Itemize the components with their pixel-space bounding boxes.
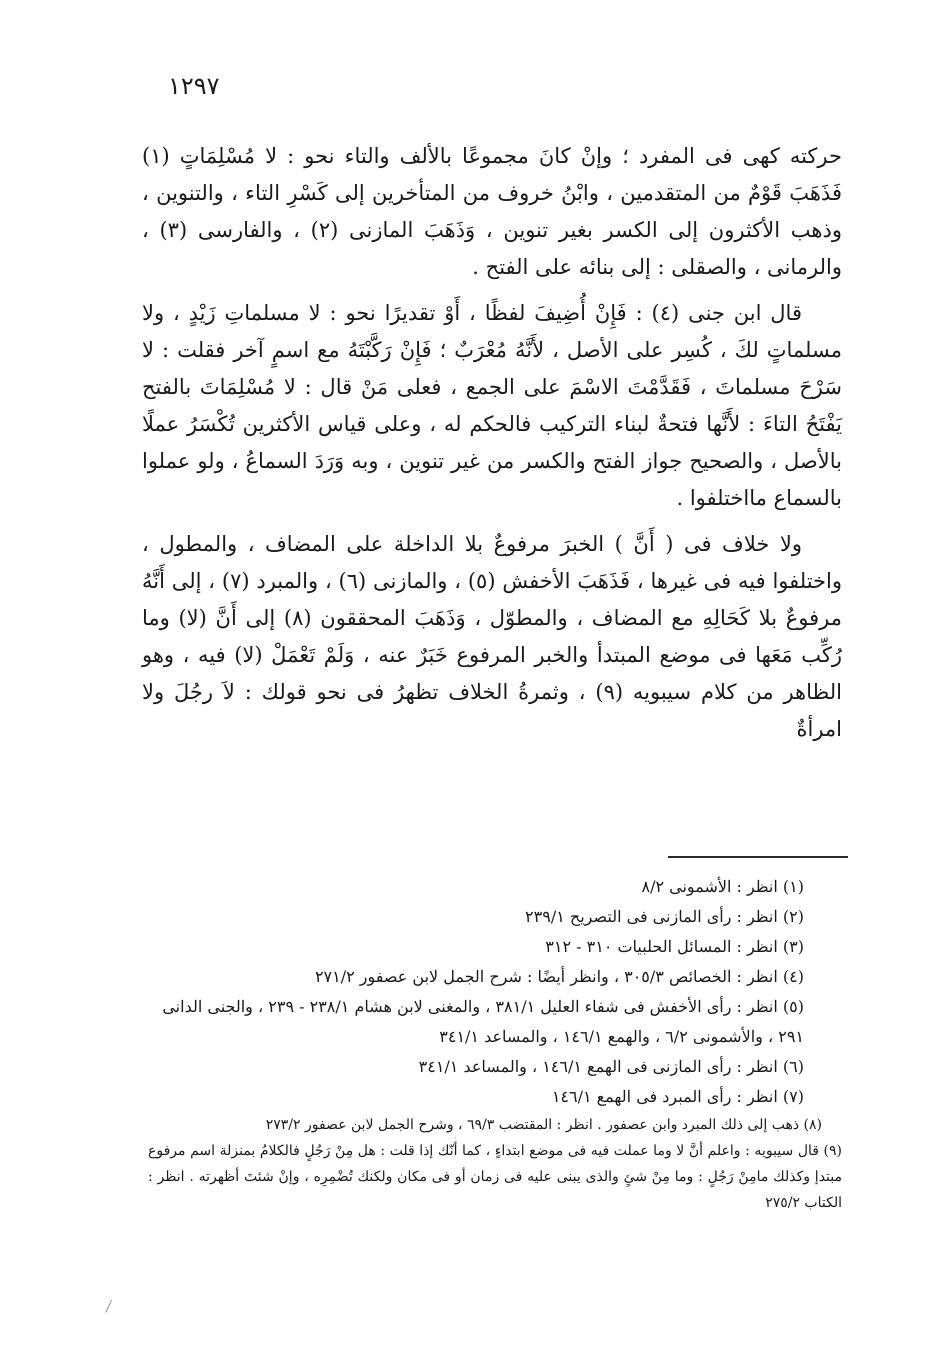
footnote-9: (٩) قال سيبويه : واعلم أنَّ لا وما عملت فيه فى موضع ابتداءٍ ، كما أنّك إذا قلت : هل مِنْ رَجُلٍ فالكلامُ بمنزلة اسم مرفوع مبتدإ وكذلك مامِنْ رَجُلٍ : وما مِنْ شئٍ والذى يبنى عليه فى زمان أو فى مكان ولكنك تُضْمِرِه ، وإنْ شئتَ أظهرته . انظر : الكتاب ٢٧٥/٢ [148,1143,842,1211]
page-number: ١٢٩٧ [168,72,220,100]
paragraph-2: قال ابن جنى (٤) : فَإِنْ أُضِيفَ لفظًا ، أَوْ تقديرًا نحو : لا مسلماتِ زَيْدٍ ، ولا مسلماتٍ لكَ ، كُسِر على الأصل ، لأَنَّهُ مُعْرَبٌ ؛ فَإِنْ رَكَّبْتَهُ مع اسمٍ آخر فقلت : لا سَرْحَ مسلماتَ ، فَقَدَّمْتَ الاسْمَ على الجمع ، فعلى مَنْ قال : لا مُسْلِمَاتَ بالفتح يَفْتَحُ التاءَ : لأَنَّها فتحةٌ لبناء التركيب فالحكم له ، وعلى قياس الأكثرين تُكْسَرُ عملًا بالأصل ، والصحيح جواز الفتح والكسر من غير تنوين ، وبه وَرَدَ السماعُ ، ولو عملوا بالسماع مااختلفوا . [142,301,842,510]
footnotes [148,872,842,1216]
footnote-5: (٥) انظر : رأى الأخفش فى شفاء العليل ٣٨١/١ ، والمغنى لابن هشام ٢٣٨/١ - ٢٣٩ ، والجنى الدانى ٢٩١ ، والأشمونى ٦/٢ ، والهمع ١٤٦/١ ، والمساعد ٣٤١/١ [162,997,804,1046]
main-text [142,138,842,757]
paragraph-1: حركته كهى فى المفرد ؛ وإنْ كانَ مجموعًا بالألف والتاء نحو : لا مُسْلِمَاتٍ (١) فَذَهَبَ قَوْمٌ من المتقدمين ، وابْنُ خروف من المتأخرين إلى كَسْرِ التاء ، والتنوين ، وذهب الأكثرون إلى الكسر بغير تنوين ، وَذَهَبَ المازنى (٢) ، والفارسى (٣) ، والرمانى ، والصقلى : إلى بنائه على الفتح . [142,144,842,279]
footnote-separator [668,856,848,858]
footnote-2: (٢) انظر : رأى المازنى فى التصريح ٢٣٩/١ [525,907,804,926]
footnote-7: (٧) انظر : رأى المبرد فى الهمع ١٤٦/١ [551,1087,804,1106]
footnote-6: (٦) انظر : رأى المازنى فى الهمع ١٤٦/١ ، والمساعد ٣٤١/١ [418,1057,804,1076]
footnote-1: (١) انظر : الأشمونى ٨/٢ [641,877,804,896]
footnote-8: (٨) ذهب إلى ذلك المبرد وابن عصفور . انظر : المقتضب ٦٩/٣ ، وشرح الجمل لابن عصفور ٢٧٣/٢ [265,1117,822,1133]
scan-mark [105,1300,115,1315]
footnote-3: (٣) انظر : المسائل الحلبيات ٣١٠ - ٣١٢ [545,937,804,956]
footnote-4: (٤) انظر : الخصائص ٣٠٥/٣ ، وانظر أيضًا : شرح الجمل لابن عصفور ٢٧١/٢ [314,967,804,986]
paragraph-3: ولا خلاف فى ( أَنَّ ) الخبرَ مرفوعٌ بلا الداخلة على المضاف ، والمطول ، واختلفوا فيه فى غيرها ، فَذَهَبَ الأخفش (٥) ، والمازنى (٦) ، والمبرد (٧) ، إلى أَنَّهُ مرفوعٌ بلا كَحَالِهِ مع المضاف ، والمطوّل ، وَذَهَبَ المحققون (٨) إلى أَنَّ (لا) وما رُكِّب مَعَها فى موضع المبتدأ والخبر المرفوع خَبَرٌ عنه ، وَلَمْ تَعْمَلْ (لا) فيه ، وهو الظاهر من كلام سيبويه (٩) ، وثمرةُ الخلاف تظهرُ فى نحو قولك : لاَ رجُلَ ولا امرأةٌ [142,532,843,741]
